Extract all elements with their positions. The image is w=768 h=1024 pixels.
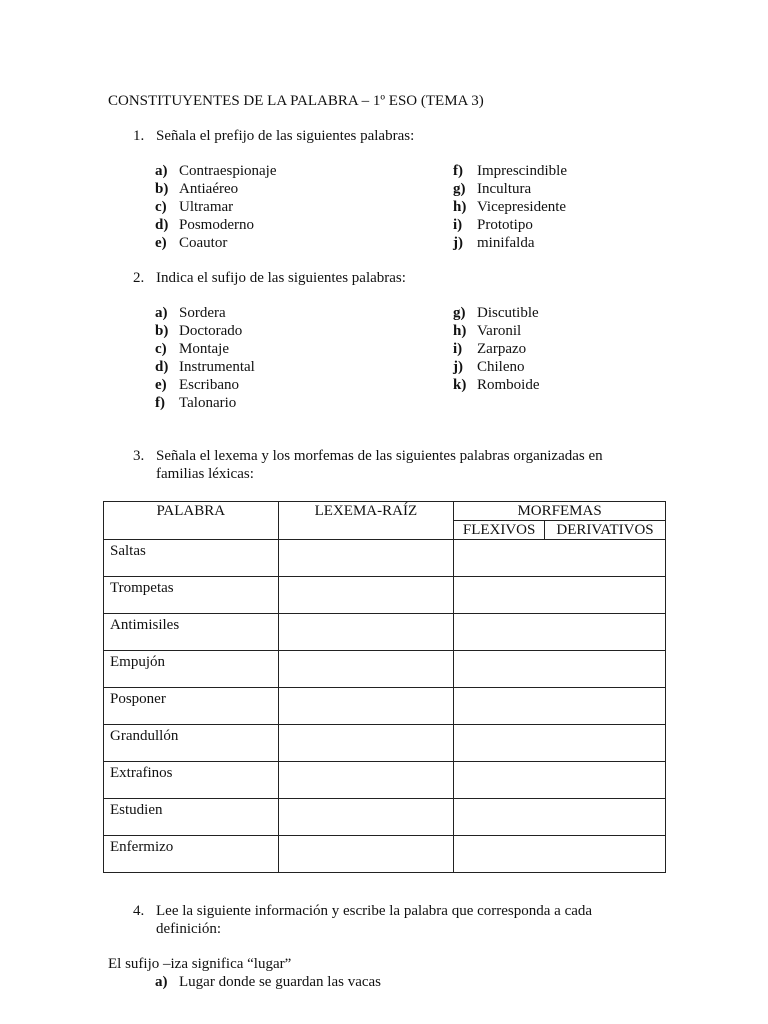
cell-lexema[interactable] [278,651,454,688]
cell-lexema[interactable] [278,836,454,873]
table-row [104,614,666,651]
header-derivativos: DERIVATIVOS [545,521,666,540]
list-item: k) Romboide [453,377,540,393]
page-title: CONSTITUYENTES DE LA PALABRA – 1º ESO (TEMA 3) [108,93,484,109]
table-row [104,577,666,614]
cell-palabra: Saltas [104,540,279,577]
cell-morfemas[interactable] [454,540,666,577]
list-item: a) Lugar donde se guardan las vacas [155,974,382,990]
list-item: j) Chileno [453,359,525,375]
q2-list-left [155,304,255,412]
list-item: b) Doctorado [155,323,243,339]
list-item: a) Contraespionaje [155,163,277,179]
cell-palabra: Estudien [104,799,279,836]
cell-palabra: Extrafinos [104,762,279,799]
question-2-text: Indica el sufijo de las siguientes palabras: [156,270,406,286]
question-2-number: 2. [133,270,145,286]
cell-lexema[interactable] [278,799,454,836]
list-item: g) Discutible [453,305,539,321]
header-morfemas: MORFEMAS [454,502,666,521]
question-3-number: 3. [133,448,145,464]
cell-morfemas[interactable] [454,725,666,762]
table-row [104,651,666,688]
cell-lexema[interactable] [278,540,454,577]
header-palabra: PALABRA [104,502,279,540]
cell-palabra: Enfermizo [104,836,279,873]
list-item: d) Instrumental [155,359,255,375]
cell-lexema[interactable] [278,577,454,614]
list-item: b) Antiaéreo [155,181,239,197]
word-analysis-table [103,501,666,873]
list-item: f) Talonario [155,395,237,411]
cell-morfemas[interactable] [454,836,666,873]
cell-morfemas[interactable] [454,577,666,614]
q1-list-left [155,162,276,252]
question-3-text: Señala el lexema y los morfemas de las siguientes palabras organizadas en familias léxicas: [156,448,603,482]
list-item: e) Coautor [155,235,228,251]
cell-morfemas[interactable] [454,762,666,799]
question-4-number: 4. [133,903,145,919]
table-row [104,540,666,577]
list-item: h) Varonil [453,323,522,339]
list-item: h) Vicepresidente [453,199,567,215]
cell-lexema[interactable] [278,688,454,725]
list-item: i) Zarpazo [453,341,527,357]
question-4-text: Lee la siguiente información y escribe la palabra que corresponda a cada definición: [156,903,593,937]
cell-lexema[interactable] [278,614,454,651]
list-item: g) Incultura [453,181,532,197]
q4-list [155,973,381,991]
list-item: e) Escribano [155,377,239,393]
header-lexema: LEXEMA-RAÍZ [278,502,454,540]
list-item: j) minifalda [453,235,535,251]
list-item: c) Montaje [155,341,229,357]
question-1-number: 1. [133,128,145,144]
question-1-text: Señala el prefijo de las siguientes palabras: [156,128,415,144]
cell-lexema[interactable] [278,762,454,799]
list-item: f) Imprescindible [453,163,567,179]
cell-palabra: Antimisiles [104,614,279,651]
cell-morfemas[interactable] [454,651,666,688]
q1-list-right [453,162,567,252]
list-item: a) Sordera [155,305,226,321]
cell-morfemas[interactable] [454,614,666,651]
list-item: c) Ultramar [155,199,234,215]
header-flexivos: FLEXIVOS [454,521,545,540]
table-row [104,836,666,873]
table-row [104,725,666,762]
cell-morfemas[interactable] [454,688,666,725]
cell-palabra: Trompetas [104,577,279,614]
table-row [104,688,666,725]
q2-list-right [453,304,540,394]
cell-palabra: Grandullón [104,725,279,762]
cell-morfemas[interactable] [454,799,666,836]
table-row [104,799,666,836]
list-item: i) Prototipo [453,217,533,233]
table-row [104,762,666,799]
cell-palabra: Empujón [104,651,279,688]
cell-palabra: Posponer [104,688,279,725]
suffix-info: El sufijo –iza significa “lugar” [108,956,292,972]
list-item: d) Posmoderno [155,217,254,233]
cell-lexema[interactable] [278,725,454,762]
